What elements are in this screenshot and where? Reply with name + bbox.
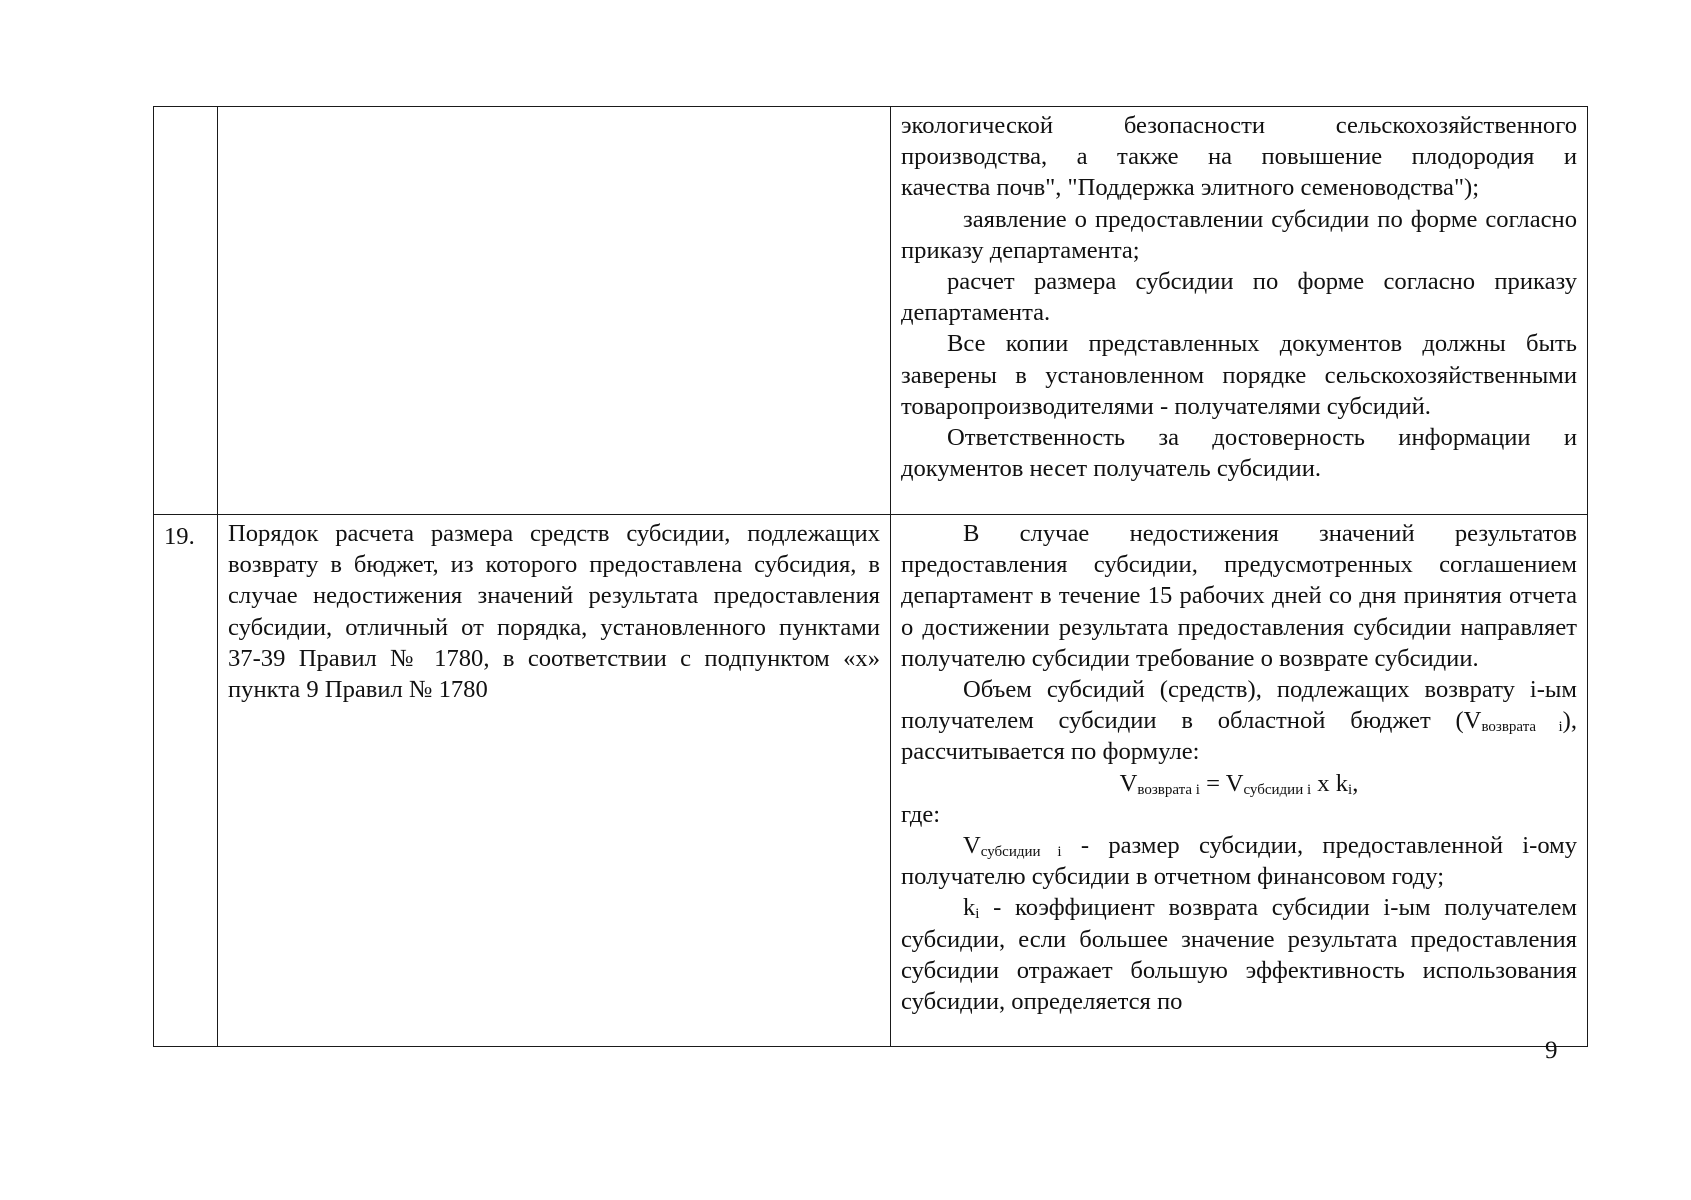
- volume-end: рассчитывается по формуле:: [901, 738, 1200, 766]
- content-cell-continuation: [891, 107, 1588, 515]
- paragraph-calculation: расчет размера субсидии по форме согласно приказу департамента.: [901, 268, 1577, 327]
- row-description-cell: [218, 515, 891, 1047]
- volume-tail: ),: [1562, 707, 1577, 735]
- number-cell-empty: [154, 107, 218, 515]
- definition-v-subsidy: [901, 830, 1577, 892]
- volume-text: Объем субсидий (средств), подлежащих возврату i-ым получателем субсидии в областной бюджет (V: [901, 676, 1577, 735]
- def-k-sub: i: [975, 906, 980, 923]
- formula-v-sub: возврата i: [1137, 781, 1200, 798]
- volume-subscript: возврата i: [1481, 719, 1563, 736]
- paragraph-copies: Все копии представленных документов должны быть заверены в установленном порядке сельскохозяйственными товаропроизводителями - получателями субсидий.: [901, 330, 1577, 420]
- def-k-text: - коэффициент возврата субсидии i-ым получателем субсидии, если большее значение результата предоставления субсидии отражает большую эффективность использования субсидии, определяется по: [901, 894, 1577, 1016]
- formula-eq: = V: [1199, 769, 1244, 797]
- page-number: 9: [1545, 1037, 1558, 1064]
- paragraph-volume: [901, 674, 1577, 768]
- formula-tail: ,: [1352, 769, 1359, 797]
- table-row-continuation: [154, 107, 1588, 515]
- text-line: качества почв", "Поддержка элитного семеноводства");: [901, 174, 1480, 202]
- formula-k-sub: i: [1348, 781, 1353, 798]
- formula-v: V: [1119, 769, 1138, 797]
- def-v-text: - размер субсидии, предоставленной i-ому получателю субсидии в отчетном финансовом году;: [901, 832, 1578, 891]
- formula: [901, 768, 1577, 799]
- paragraph-application: заявление о предоставлении субсидии по форме согласно приказу департамента;: [901, 205, 1577, 264]
- text-line: экологической безопасности сельскохозяйственного: [901, 112, 1577, 139]
- table-row-19: [154, 515, 1588, 1047]
- where-label: где:: [901, 800, 941, 828]
- description-cell-empty: [218, 107, 891, 515]
- def-v-sub: субсидии i: [980, 844, 1062, 861]
- formula-mult: x k: [1311, 769, 1349, 797]
- row-content-cell: [891, 515, 1588, 1047]
- document-table: [153, 106, 1588, 1047]
- paragraph-responsibility: Ответственность за достоверность информации и документов несет получатель субсидии.: [901, 424, 1577, 483]
- formula-vs-sub: субсидии i: [1243, 781, 1312, 798]
- row-number: 19.: [154, 515, 218, 1047]
- row-description: Порядок расчета размера средств субсидии, подлежащих возврату в бюджет, из которого предоставлена субсидия, в случае недостижения значений результата предоставления субсидии, отличный от порядка, установленного пунктами 37-39 Правил № 1780, в соответствии с подпунктом «х» пункта 9 Правил № 1780: [228, 520, 880, 704]
- text-line: производства, а также на повышение плодородия и: [901, 143, 1577, 171]
- def-k-symbol: k: [963, 894, 976, 922]
- definition-k-coefficient: [901, 892, 1577, 1017]
- paragraph-return-requirement: В случае недостижения значений результатов предоставления субсидии, предусмотренных соглашением департамент в течение 15 рабочих дней со дня принятия отчета о достижении результата предоставления субсидии направляет получателю субсидии требование о возврате субсидии.: [901, 520, 1577, 672]
- def-v-symbol: V: [963, 832, 981, 860]
